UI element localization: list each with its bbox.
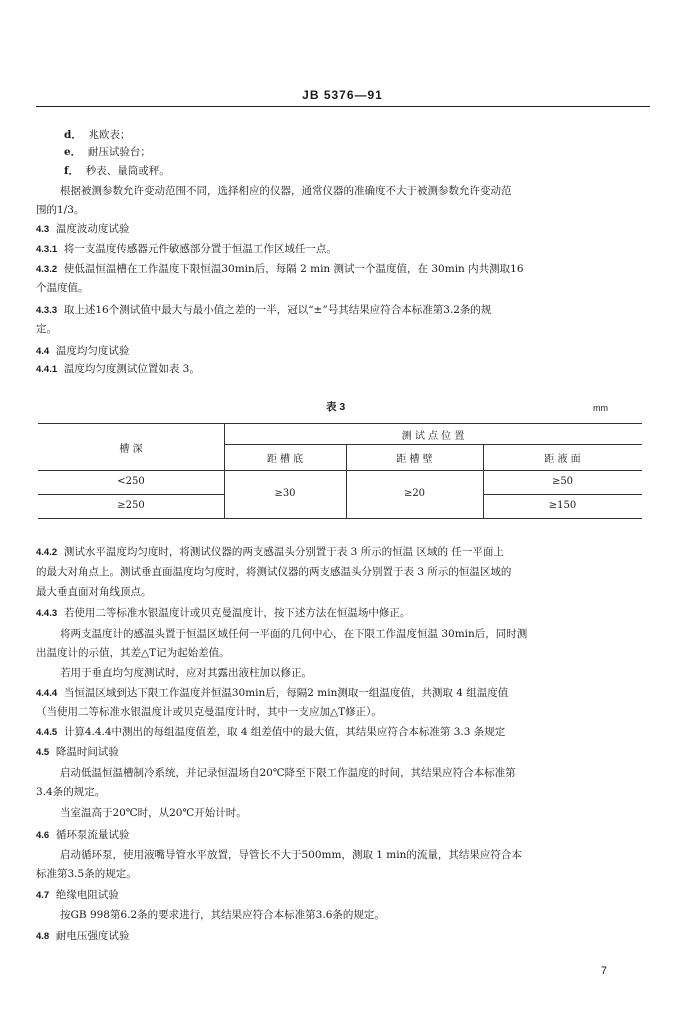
table-header-bottom: 距 槽 底 bbox=[266, 454, 304, 465]
table-cell-wall: ≥20 bbox=[403, 488, 426, 499]
paragraph-correction-line2: 出温度计的示值，其差△T记为起始差值。 bbox=[36, 647, 230, 659]
table-row-divider-depth bbox=[38, 494, 224, 495]
clause-4-3-3-line2: 定。 bbox=[36, 323, 57, 335]
table-cell-depth-row1: <250 bbox=[117, 476, 145, 487]
section-4-6-heading: 4.6 循环泵流量试验 bbox=[36, 829, 130, 841]
section-4-5-heading: 4.5 降温时间试验 bbox=[36, 746, 119, 758]
paragraph-pump-line1: 启动循环泵，使用液嘴导管水平放置，导管长不大于500mm，测取 1 min的流量，其结果应符合本 bbox=[60, 849, 522, 861]
section-4-8-heading: 4.8 耐电压强度试验 bbox=[36, 930, 130, 942]
section-4-3-heading: 4.3 温度波动度试验 bbox=[36, 223, 130, 235]
clause-4-4-2-line3: 最大垂直面对角线顶点。 bbox=[36, 586, 152, 598]
clause-4-4-3: 4.4.3 若使用二等标准水银温度计或贝克曼温度计，按下述方法在恒温场中修正。 bbox=[36, 607, 411, 619]
table-header-surface: 距 液 面 bbox=[544, 454, 581, 465]
table-cell-surface-row2: ≥150 bbox=[548, 500, 577, 511]
section-4-7-heading: 4.7 绝缘电阻试验 bbox=[36, 889, 119, 901]
clause-4-3-1: 4.3.1 将一支温度传感器元件敏感部分置于恒温工作区域任一点。 bbox=[36, 243, 337, 255]
table-3 bbox=[38, 423, 642, 518]
table-header-wall: 距 槽 壁 bbox=[396, 454, 433, 465]
clause-4-4-5: 4.4.5 计算4.4.4中测出的每组温度值差，取 4 组差值中的最大值，其结果应符合本标准第 3.3 条规定 bbox=[36, 726, 506, 738]
clause-4-4-4-line2: （当使用二等标准水银温度计或贝克曼温度计时，其中一支应加△T修正）。 bbox=[36, 706, 382, 718]
clause-4-4-4-line1: 4.4.4 当恒温区域到达下限工作温度并恒温30min后，每隔2 min测取一组温度值，共测取 4 组温度值 bbox=[36, 687, 509, 699]
clause-4-4-2-line2: 的最大对角点上。测试垂直面温度均匀度时，将测试仪器的两支感温头分别置于表 3 所示的恒温区域的 bbox=[36, 566, 512, 578]
list-item-e: e． 耐压试验台； bbox=[64, 146, 151, 158]
paragraph-room-temp: 当室温高于20℃时，从20℃开始计时。 bbox=[60, 807, 247, 819]
clause-4-4-1: 4.4.1 温度均匀度测试位置如表 3。 bbox=[36, 363, 200, 375]
paragraph-precision-line1: 根据被测参数允许变动范围不同，选择相应的仪器，通常仪器的准确度不大于被测参数允许变动范 bbox=[60, 185, 512, 197]
clause-4-3-2-line1: 4.3.2 使低温恒温槽在工作温度下限恒温30min后，每隔 2 min 测试一个温度值，在 30min 内共测取16 bbox=[36, 263, 524, 275]
clause-4-3-2-line2: 个温度值。 bbox=[36, 282, 89, 294]
paragraph-precision-line2: 围的1/3。 bbox=[36, 204, 85, 216]
header-rule bbox=[36, 106, 650, 107]
clause-4-3-3-line1: 4.3.3 取上述16个测试值中最大与最小值之差的一半，冠以“±”号其结果应符合本标准第3.2条的规 bbox=[36, 304, 492, 316]
table-row-divider-surface bbox=[483, 494, 642, 495]
table-header-rule bbox=[38, 470, 642, 471]
paragraph-correction-line1: 将两支温度计的感温头置于恒温区域任何一平面的几何中心，在下限工作温度恒温 30min后，同时测 bbox=[60, 628, 528, 640]
paragraph-insulation: 按GB 998第6.2条的要求进行，其结果应符合本标准第3.6条的规定。 bbox=[60, 909, 385, 921]
list-item-d: d． 兆欧表； bbox=[64, 129, 131, 141]
table-caption: 表 3 bbox=[326, 401, 346, 413]
table-cell-bottom: ≥30 bbox=[274, 488, 296, 499]
table-header-position: 测 试 点 位 置 bbox=[401, 431, 465, 442]
paragraph-cooling-line1: 启动低温恒温槽制冷系统，并记录恒温场自20℃降至下限工作温度的时间，其结果应符合本标准第 bbox=[60, 767, 516, 779]
table-subheader-rule bbox=[224, 444, 642, 445]
paragraph-pump-line2: 标准第3.5条的规定。 bbox=[36, 868, 137, 880]
clause-4-4-2-line1: 4.4.2 测试水平温度均匀度时，将测试仪器的两支感温头分别置于表 3 所示的恒温 区域的 任一平面上 bbox=[36, 546, 504, 558]
list-item-f: f． 秒表、量筒或秤。 bbox=[64, 165, 170, 177]
table-top-rule bbox=[38, 423, 642, 424]
table-bottom-rule bbox=[38, 518, 642, 519]
table-unit: mm bbox=[593, 403, 608, 413]
paragraph-vertical: 若用于垂直均匀度测试时，应对其露出液柱加以修正。 bbox=[60, 667, 312, 679]
page-number: 7 bbox=[600, 965, 607, 977]
page-header: JB 5376—91 bbox=[302, 88, 383, 102]
table-cell-surface-row1: ≥50 bbox=[551, 476, 574, 487]
section-4-4-heading: 4.4 温度均匀度试验 bbox=[36, 345, 130, 357]
paragraph-cooling-line2: 3.4条的规定。 bbox=[36, 786, 106, 798]
table-header-depth: 槽 深 bbox=[119, 444, 143, 455]
table-cell-depth-row2: ≥250 bbox=[117, 500, 145, 511]
